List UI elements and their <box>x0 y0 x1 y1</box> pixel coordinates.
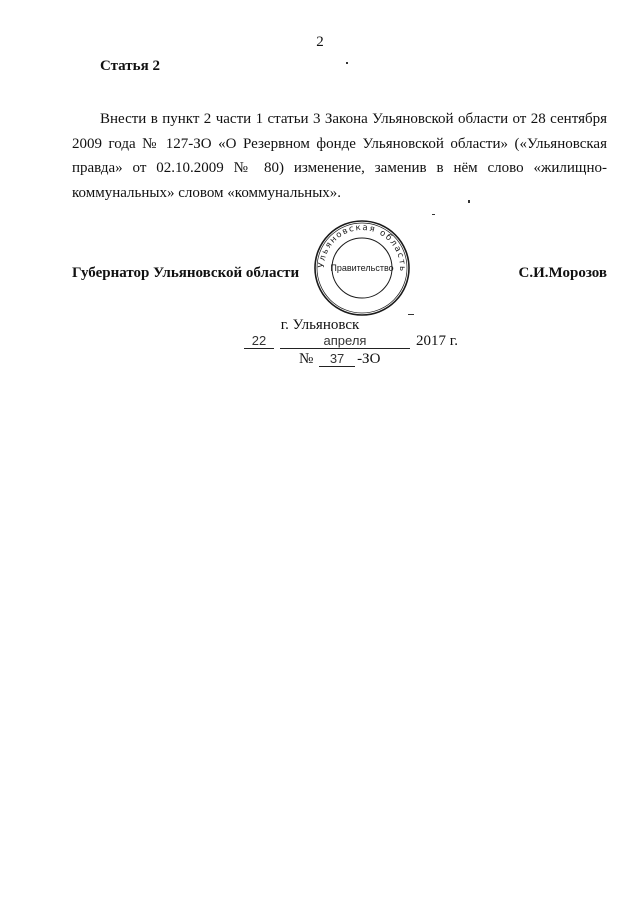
date-year: 2017 г. <box>416 333 458 349</box>
law-number-suffix: -ЗО <box>357 351 381 367</box>
signature-name: С.И.Морозов <box>518 265 607 281</box>
scan-speck <box>432 214 435 215</box>
article-heading: Статья 2 <box>100 58 160 74</box>
date-month: апреля <box>280 333 410 349</box>
signature-title: Губернатор Ульяновской области <box>72 265 300 281</box>
law-number-prefix: № <box>299 351 314 367</box>
article-body-text: Внести в пункт 2 части 1 статьи 3 Закона Ульяновской области от 28 сентября 2009 года № 127-ЗО «О Резервном фонде Ульяновской области» («Ульяновская правда» от 02.10.2009 № 80) изменение, заменив в нём слово «жилищно-коммунальных» словом «коммунальных». <box>72 111 607 201</box>
law-number <box>299 351 380 368</box>
scan-speck <box>346 62 348 64</box>
signing-date <box>244 333 458 350</box>
page-number: 2 <box>316 34 324 50</box>
scan-speck <box>468 200 470 203</box>
date-day: 22 <box>244 333 274 349</box>
scan-speck <box>408 314 414 315</box>
seal-ring-text: Ульяновская область <box>316 222 408 273</box>
law-number-value: 37 <box>319 351 355 367</box>
seal-center-text: Правительство <box>330 263 394 273</box>
signing-place: г. Ульяновск <box>280 317 360 333</box>
official-seal-icon <box>310 216 414 320</box>
